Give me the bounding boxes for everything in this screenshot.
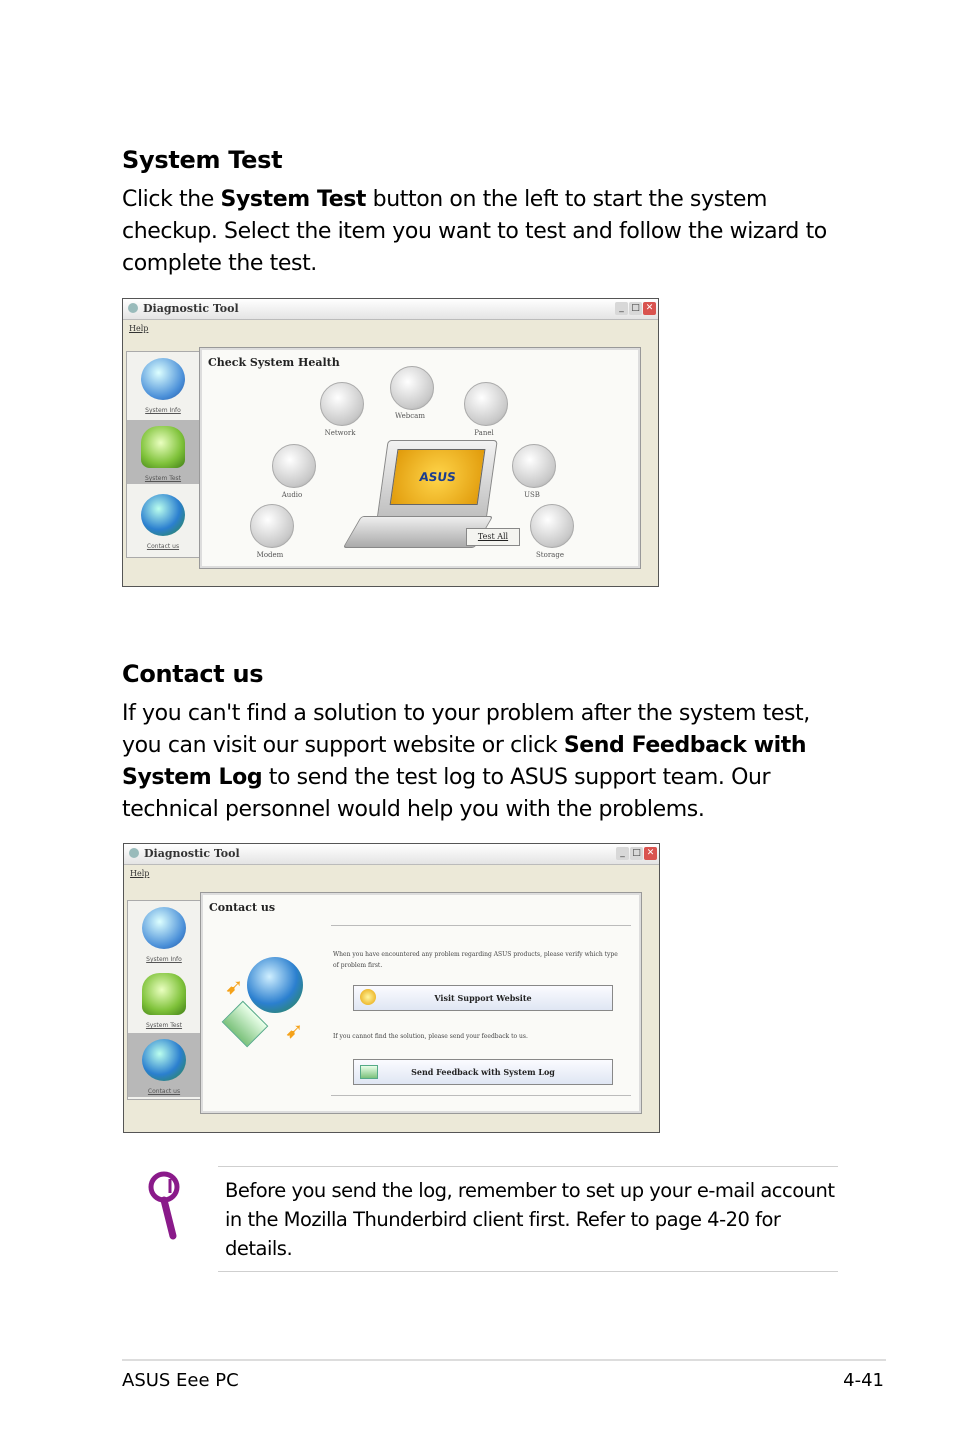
para-bold: Send Feedback with System Log [122,733,807,790]
para-text: button on the left to start the system checkup. Select the item you want to test and follow the wizard to complete the test. [122,187,827,276]
network-icon[interactable] [320,382,364,426]
menu-help[interactable]: Help [129,324,149,333]
sidebar-label: System Test [145,1022,183,1029]
sidebar [127,900,201,1100]
sidebar [126,351,200,558]
footer-divider [122,1359,886,1361]
node-label-usb: USB [524,491,540,499]
panel-title: Check System Health [208,356,340,369]
para-text: If you can't find a solution to your problem after the system test, you can visit our support website or click [122,701,810,758]
minimize-icon[interactable]: _ [615,302,628,315]
globe-icon [142,1039,186,1081]
sidebar-label: Contact us [147,1088,181,1095]
sidebar-item-contact-us[interactable] [128,1033,200,1097]
arrow-left-icon: ➹ [225,975,244,1000]
modem-icon[interactable] [250,504,294,548]
sidebar-item-system-info[interactable] [127,352,199,416]
para-bold: System Test [220,187,367,212]
contact-us-panel [200,892,642,1114]
minimize-icon[interactable]: _ [616,847,629,860]
diagnostic-tool-window-system-test [122,298,659,587]
title-bar [124,844,659,865]
info-icon [141,358,185,400]
storage-icon[interactable] [530,504,574,548]
sidebar-label: System Info [145,407,181,414]
audio-icon[interactable] [272,444,316,488]
para-text: Click the [122,187,221,212]
app-icon [129,848,139,858]
node-label-webcam: Webcam [395,412,425,420]
button-label: Visit Support Website [434,993,532,1003]
panel-divider [331,925,631,926]
page-number: 4-41 [843,1370,884,1391]
contact-instruction-text: When you have encountered any problem regarding ASUS products, please verify which type of problem first. [333,951,618,969]
note-bottom-divider [218,1271,838,1272]
panel-icon[interactable] [464,382,508,426]
globe-illustration-icon [247,957,303,1013]
node-label-panel: Panel [474,429,494,437]
footer-left: ASUS Eee PC [122,1370,239,1391]
menu-bar [124,865,659,881]
maximize-icon[interactable]: □ [630,847,643,860]
close-icon[interactable]: ✕ [644,847,657,860]
node-label-audio: Audio [281,491,303,499]
test-all-button[interactable]: Test All [466,528,520,546]
system-test-icon [141,426,185,468]
app-icon [128,303,138,313]
note-text: Before you send the log, remember to set up your e-mail account in the Mozilla Thunderbird client first. Refer to page 4-20 for details. [225,1179,835,1260]
window-title: Diagnostic Tool [144,847,240,860]
node-label-storage: Storage [536,551,564,559]
system-test-icon [142,973,186,1015]
menu-help[interactable]: Help [130,869,150,878]
contact-us-paragraph [122,698,852,826]
globe-icon [141,494,185,536]
sidebar-label: System Test [144,475,182,482]
mail-icon [360,1065,378,1079]
menu-bar [123,320,658,336]
maximize-icon[interactable]: □ [629,302,642,315]
sidebar-item-contact-us[interactable] [127,488,199,552]
webcam-icon[interactable] [390,366,434,410]
system-test-paragraph [122,184,852,280]
diagnostic-tool-window-contact-us [123,843,660,1133]
sidebar-label: System Info [146,956,182,963]
sidebar-item-system-info[interactable] [128,901,200,965]
para-text: to send the test log to ASUS support team. Our technical personnel would help you with the problems. [122,765,771,822]
button-label: Send Feedback with System Log [411,1067,555,1077]
node-label-network: Network [324,429,356,437]
web-icon [360,989,376,1005]
arrow-right-icon: ➹ [285,1019,304,1044]
section-heading-system-test: System Test [122,146,283,174]
info-icon [142,907,186,949]
sidebar-item-system-test[interactable] [127,420,199,484]
check-system-health-panel [199,347,641,569]
laptop-screen [390,449,486,505]
note-pen-icon [146,1170,186,1242]
feedback-instruction-text: If you cannot find the solution, please send your feedback to us. [333,1033,528,1040]
window-title: Diagnostic Tool [143,302,239,315]
laptop-illustration [376,440,498,522]
asus-logo-text: ASUS [418,470,457,484]
node-label-modem: Modem [256,551,284,559]
title-bar [123,299,658,320]
note-top-divider [218,1166,838,1167]
panel-title: Contact us [209,901,276,914]
sidebar-label: Contact us [146,543,180,550]
send-feedback-button[interactable] [353,1059,613,1085]
usb-icon[interactable] [512,444,556,488]
visit-support-website-button[interactable] [353,985,613,1011]
close-icon[interactable]: ✕ [643,302,656,315]
section-heading-contact-us: Contact us [122,660,264,688]
sidebar-item-system-test[interactable] [128,967,200,1031]
panel-divider [331,1095,631,1096]
